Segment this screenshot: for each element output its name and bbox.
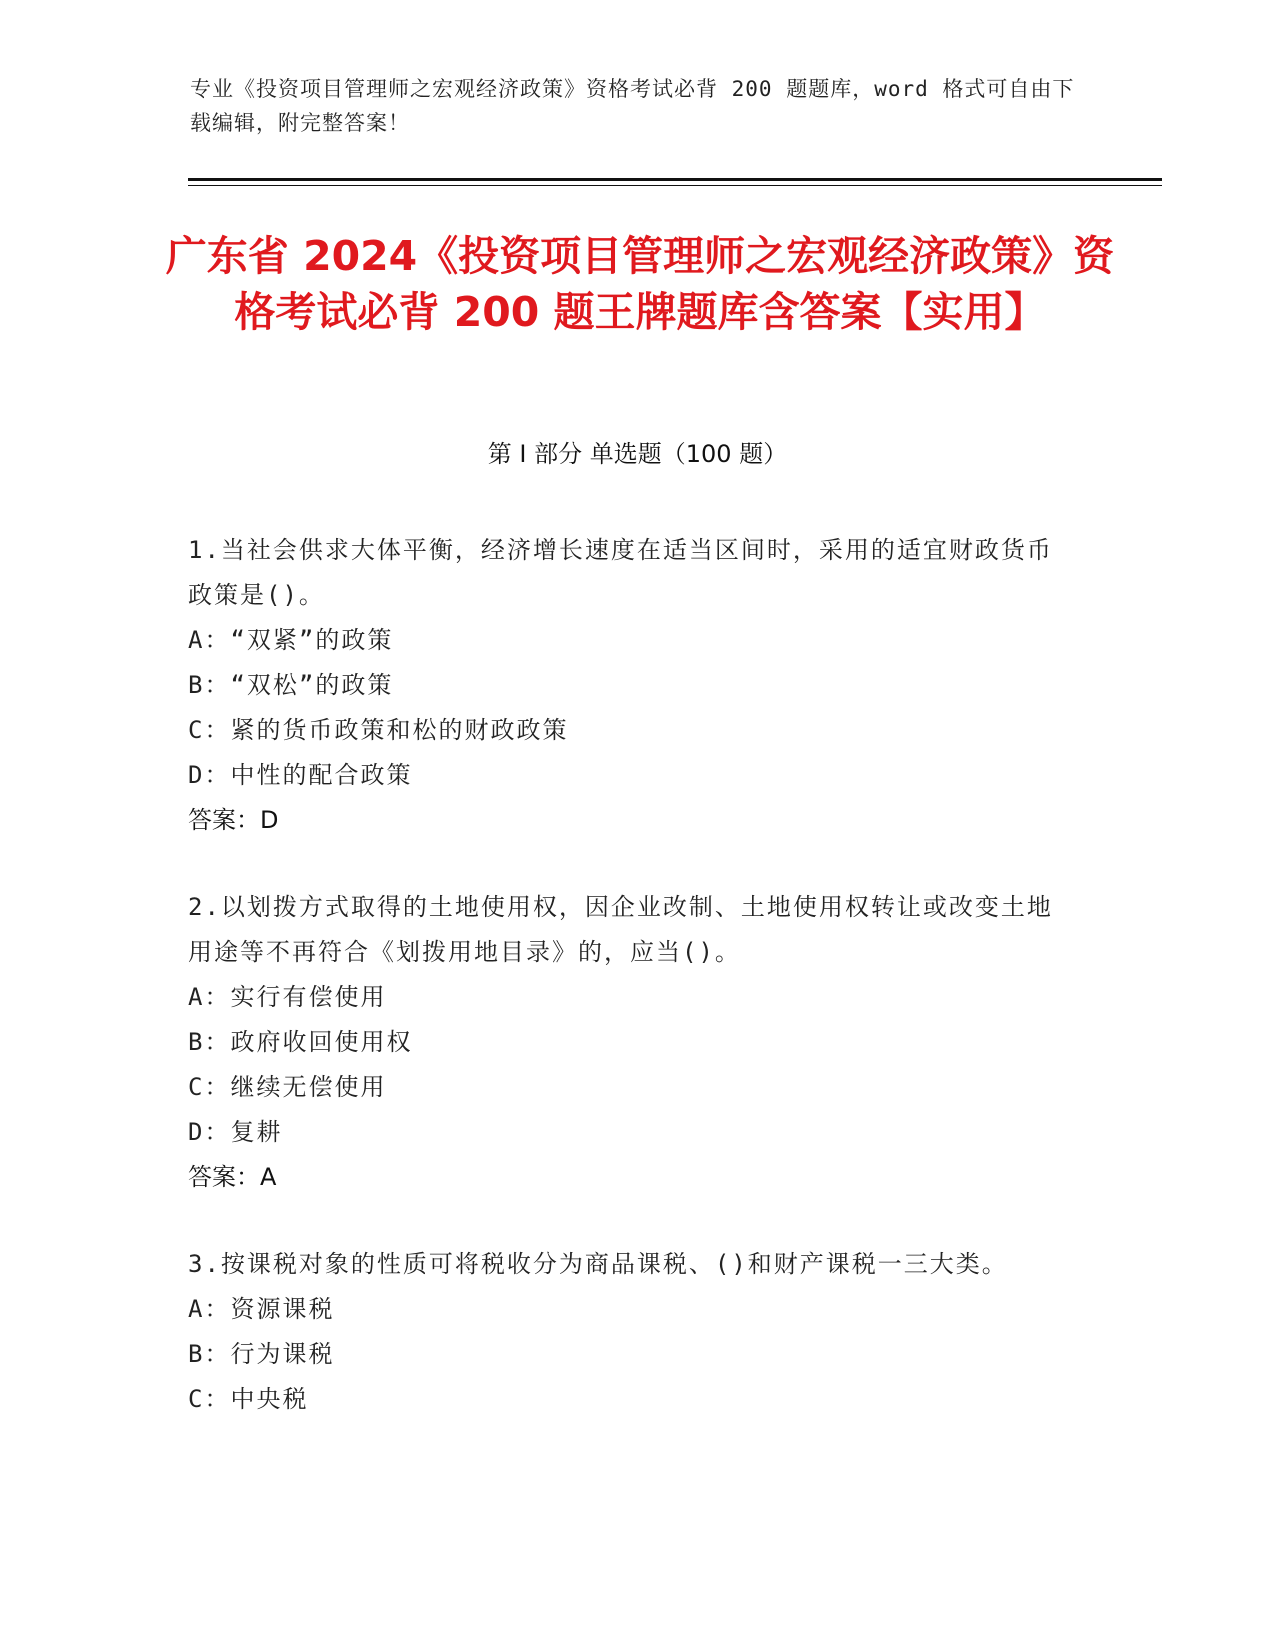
option-a: A：“双紧”的政策 (188, 626, 394, 654)
option-b: B：行为课税 (188, 1340, 335, 1368)
question-list (188, 528, 1068, 1464)
question-stem: 2.以划拨方式取得的土地使用权，因企业改制、土地使用权转让或改变土地用途等不再符合《划拨用地目录》的，应当()。 (188, 893, 1053, 966)
option-a: A：实行有偿使用 (188, 983, 387, 1011)
option-a: A：资源课税 (188, 1295, 335, 1323)
option-c: C：紧的货币政策和松的财政政策 (188, 716, 569, 744)
section-title: 第 I 部分 单选题（100 题） (487, 440, 788, 468)
option-d: D：中性的配合政策 (188, 761, 413, 789)
answer: 答案：A (188, 1163, 277, 1191)
option-d: D：复耕 (188, 1118, 283, 1146)
option-c: C：继续无偿使用 (188, 1073, 387, 1101)
document-title: 广东省 2024《投资项目管理师之宏观经济政策》资格考试必背 200 题王牌题库含答案【实用】 (165, 232, 1115, 336)
answer: 答案：D (188, 806, 279, 834)
question-1 (188, 528, 1068, 843)
header-note: 专业《投资项目管理师之宏观经济政策》资格考试必背 200 题题库，word 格式可自由下载编辑，附完整答案！ (190, 77, 1075, 135)
option-b: B：“双松”的政策 (188, 671, 394, 699)
header-divider-thick (188, 178, 1162, 181)
question-2 (188, 885, 1068, 1200)
option-b: B：政府收回使用权 (188, 1028, 413, 1056)
header-divider-thin (188, 185, 1162, 186)
question-stem: 1.当社会供求大体平衡，经济增长速度在适当区间时，采用的适宜财政货币政策是()。 (188, 536, 1053, 609)
question-stem: 3.按课税对象的性质可将税收分为商品课税、()和财产课税一三大类。 (188, 1250, 1008, 1278)
question-3 (188, 1242, 1068, 1422)
option-c: C：中央税 (188, 1385, 309, 1413)
